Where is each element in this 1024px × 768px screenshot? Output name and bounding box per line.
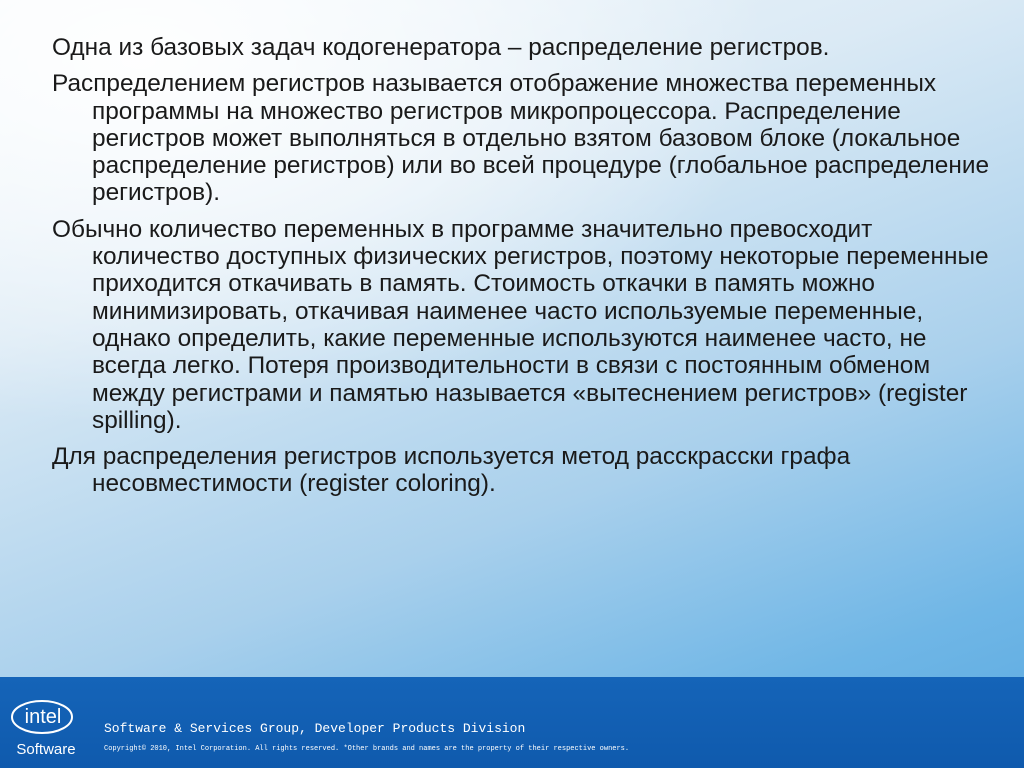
body-paragraph-2: Распределением регистров называется отображение множества переменных программы на множество регистров микропроцессора. Распределение регистров может выполняться в отдельно взятом базовом блоке (локальное распределение регистров) или во всей процедуре (глобальное распределение регистров). <box>52 70 990 207</box>
intel-software-logo <box>8 694 84 760</box>
logo-text: intel <box>24 706 62 728</box>
body-paragraph-4: Для распределения регистров используется метод расскрасски графа несовместимости (register coloring). <box>52 443 851 498</box>
slide-body <box>52 34 992 507</box>
footer-bar <box>0 677 1024 768</box>
body-paragraph-3: Обычно количество переменных в программе значительно превосходит количество доступных физических регистров, поэтому некоторые переменные приходится откачивать в память. Стоимость откачки в память можно минимизировать, откачивая наименее часто используемые переменные, однако определить, какие переменные используются наименее часто, не всегда легко. Потеря производительности в связи с постоянным обменом между регистрами и памятью называется «вытеснением регистров» (register spilling). <box>52 215 989 434</box>
logo-subtext: Software <box>16 741 76 758</box>
footer-division-text: Software & Services Group, Developer Products Division <box>104 721 526 736</box>
body-paragraph-1: Одна из базовых задач кодогенератора – распределение регистров. <box>52 34 830 61</box>
footer-copyright-text: Copyright© 2010, Intel Corporation. All rights reserved. *Other brands and names are the property of their respective owners. <box>104 745 630 753</box>
